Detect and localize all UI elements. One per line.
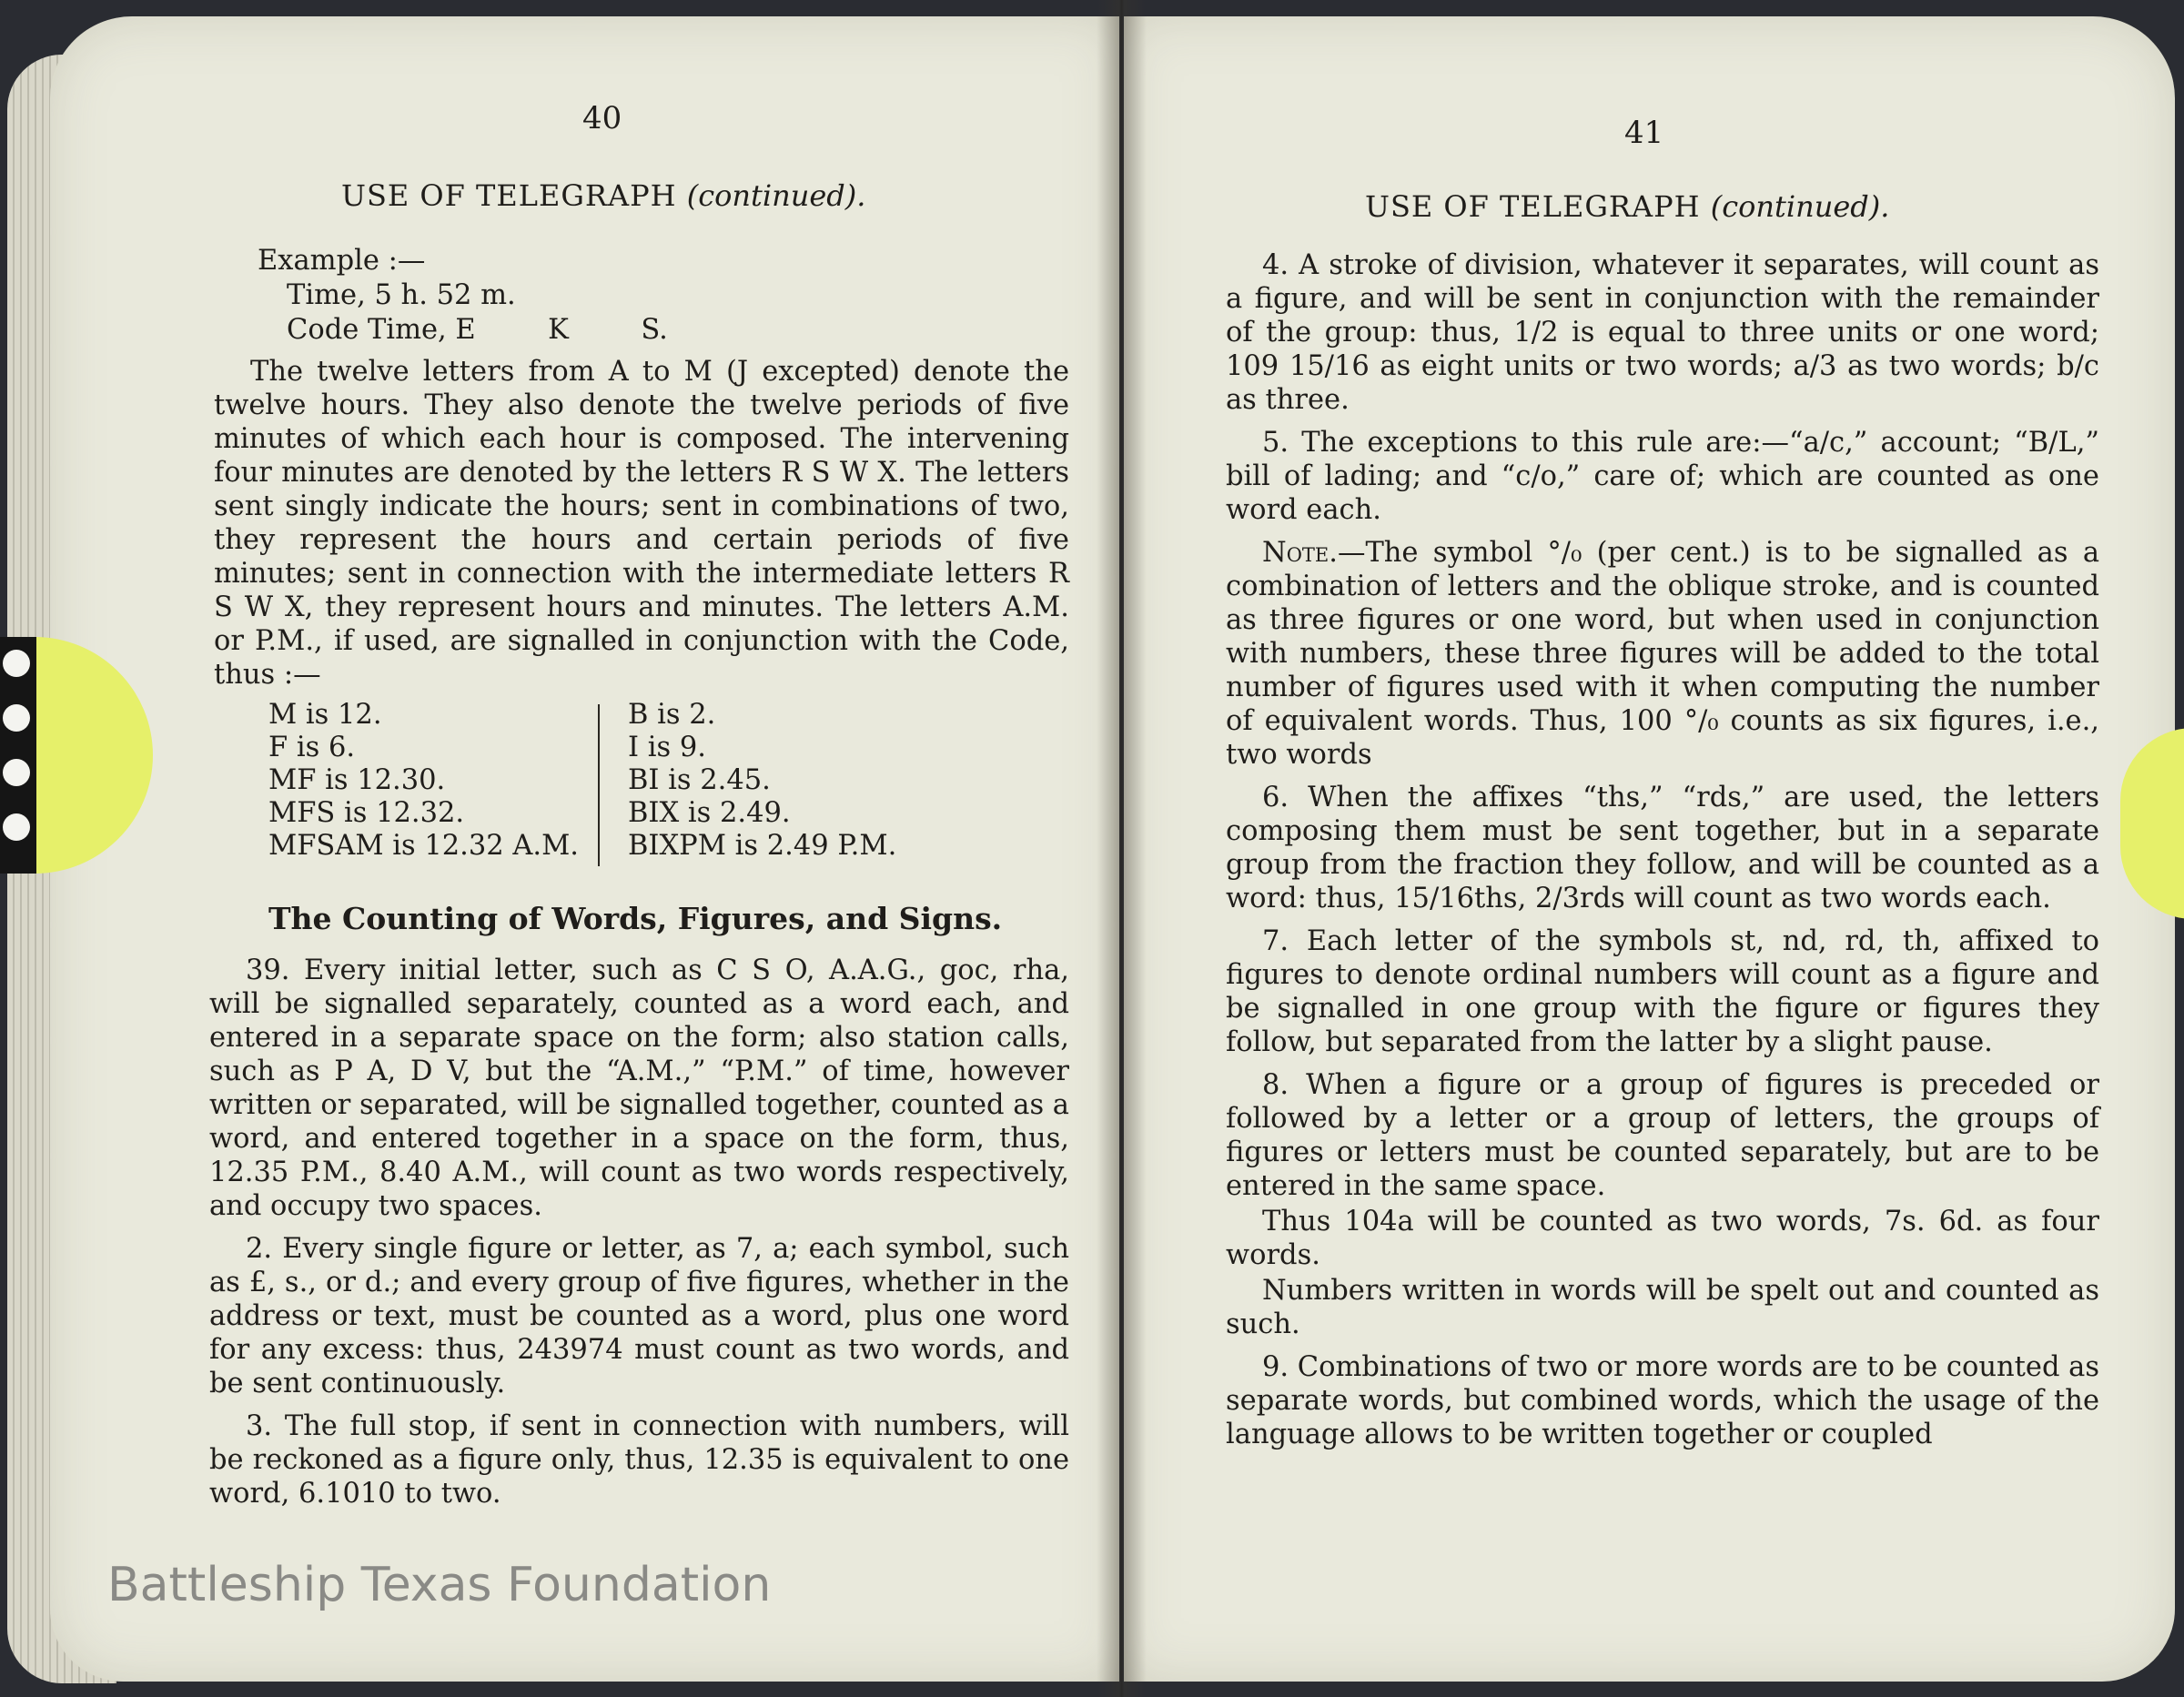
code-entry: I is 9. [628,732,706,763]
page-heading [1365,189,1889,224]
page-number: 40 [582,100,622,136]
note-paragraph [1226,536,2099,772]
example-time: Time, 5 h. 52 m. [287,279,516,311]
watermark: Battleship Texas Foundation [107,1558,772,1612]
example-label: Example :— [258,245,426,277]
section-subheading: The Counting of Words, Figures, and Signs. [268,901,1003,936]
example-block [258,244,668,348]
code-column-right [628,699,956,863]
note-label: Note. [1262,537,1338,569]
note-text: —The symbol °/₀ (per cent.) is to be signalled as a combination of letters and the oblique stroke, and is counted as three figures or one word, but when used in conjunction with numbers, these three figures will be added to the total number of figures used with it when computing the number of equivalent words. Thus, 100 °/₀ counts as six figures, i.e., two words [1226,537,2099,771]
code-entry: BIXPM is 2.49 P.M. [628,830,897,862]
code-column-left [268,699,596,863]
code-entry: MFSAM is 12.32 A.M. [268,830,579,862]
rule-paragraph-4: 4. A stroke of division, whatever it separates, will count as a figure, and will be sent in conjunction with the remainder of the group: thus, 1/2 is equal to three units or one word; 109 15/16 as eight units or two words; a/3 as two words; b/c as three. [1226,249,2099,416]
tab-strip [0,637,36,874]
code-time-s: S. [641,314,668,346]
heading-continued: (continued). [1710,189,1890,224]
intro-paragraph: The twelve letters from A to M (J excepted) denote the twelve hours. They also denote the twelve periods of five minutes of which each hour is composed. The intervening four minutes are denoted by the letters R S W X. The letters sent singly indicate the hours; sent in combinations of two, they represent the hours and certain periods of five minutes; sent in connection with the intermediate letters R S W X, they represent hours and minutes. The letters A.M. or P.M., if used, are signalled in conjunction with the Code, thus :— [214,356,1069,691]
rule-paragraph-3: 3. The full stop, if sent in connection with numbers, will be reckoned as a figure only, thus, 12.35 is equivalent to one word, 6.1010 to two. [209,1410,1069,1510]
code-entry: M is 12. [268,699,382,731]
tab-dot [3,704,30,732]
right-page [1124,16,2175,1682]
tab-dot [3,759,30,786]
tab-dot [3,813,30,841]
code-entry: B is 2. [628,699,716,731]
heading-main: USE OF TELEGRAPH [341,178,677,213]
code-time-label: Code Time, E [287,314,476,346]
code-entry: BIX is 2.49. [628,797,791,829]
counting-rules-left [209,954,1069,1520]
code-entry: MFS is 12.32. [268,797,465,829]
code-time-k: K [548,314,569,346]
code-entry: MF is 12.30. [268,764,446,796]
rule-paragraph-8: 8. When a figure or a group of figures is preceded or followed by a letter or a group of letters, the groups of figures or letters must be counted separately, but are to be entered in the same space. [1226,1069,2099,1202]
rule-paragraph-39: 39. Every initial letter, such as C S O, A.A.G., goc, rha, will be signalled separately, counted as a word each, and entered in a separate space on the form; also station calls, such as P A, D V, but the “A.M.,” “P.M.” of time, however written or separated, will be signalled together, counted as a word, and entered together in a space on the form, thus, 12.35 P.M., 8.40 A.M., will count as two words respectively, and occupy two spaces. [209,955,1069,1222]
intro-paragraph-block [214,355,1069,701]
rule-paragraph-5: 5. The exceptions to this rule are:—“a/c,” account; “B/L,” bill of lading; and “c/o,” care of; which are counted as one word each. [1226,427,2099,526]
heading-main: USE OF TELEGRAPH [1365,189,1701,224]
rule-paragraph-8-example: Thus 104a will be counted as two words, 7s. 6d. as four words. [1226,1206,2099,1271]
page-number: 41 [1624,115,1664,151]
rule-paragraph-7: 7. Each letter of the symbols st, nd, rd, th, affixed to figures to denote ordinal numbers will count as a figure and be signalled in one group with the figure or figures they follow, but separated from the latter by a slight pause. [1226,925,2099,1058]
rule-paragraph-2: 2. Every single figure or letter, as 7, a; each symbol, such as £, s., or d.; and every group of five figures, whether in the address or text, must be counted as a word, plus one word for any excess: thus, 243974 must count as two words, and be sent continuously. [209,1233,1069,1399]
code-table [268,699,996,872]
book-gutter [1097,0,1147,1697]
heading-continued: (continued). [686,178,866,213]
page-heading [341,178,865,213]
counting-rules-right [1226,248,2099,1460]
tab-dot [3,650,30,677]
rule-paragraph-6: 6. When the affixes “ths,” “rds,” are used, the letters composing them must be sent together, but in a separate group from the fraction they follow, and will be counted as a word: thus, 15/16ths, 2/3rds will count as two words each. [1226,782,2099,914]
code-entry: BI is 2.45. [628,764,771,796]
example-code-time [258,313,668,348]
code-entry: F is 6. [268,732,356,763]
rule-paragraph-9: 9. Combinations of two or more words are to be counted as separate words, but combined words, which the usage of the language allows to be written together or coupled [1226,1351,2100,1450]
rule-paragraph-8-numbers: Numbers written in words will be spelt out and counted as such. [1226,1275,2099,1340]
column-divider [598,704,600,866]
left-page [50,16,1119,1682]
